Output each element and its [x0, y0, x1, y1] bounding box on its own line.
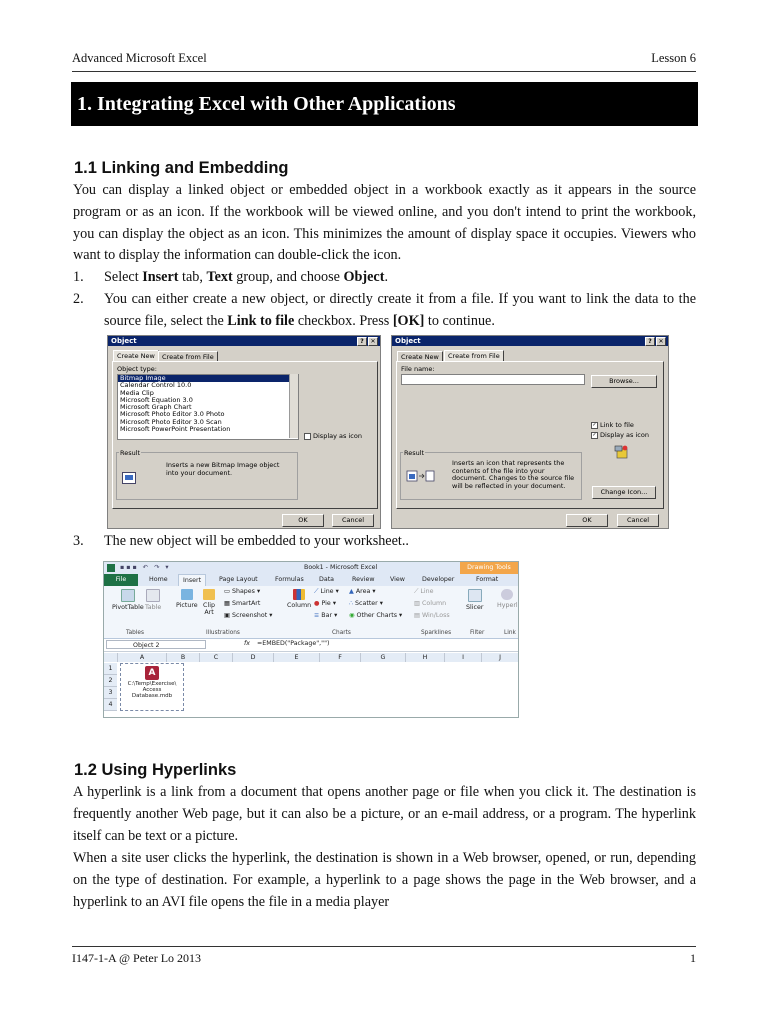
step-3-text: The new object will be embedded to your worksheet..	[104, 533, 409, 549]
chapter-title: 1. Integrating Excel with Other Applications	[71, 82, 698, 126]
clip-art-icon	[203, 589, 215, 600]
column-header[interactable]: I	[445, 653, 482, 662]
result-icon	[122, 472, 136, 484]
column-header[interactable]: D	[233, 653, 274, 662]
ok-button[interactable]: OK	[282, 514, 324, 527]
slicer-button[interactable]: Slicer	[466, 589, 483, 611]
step-1-text: Select Insert tab, Text group, and choose Object.	[104, 269, 388, 285]
row-header[interactable]: 2	[104, 675, 117, 687]
dialog-caption: Object ? ✕	[392, 336, 668, 346]
corner-cell[interactable]	[104, 653, 118, 662]
tab-format[interactable]: Format	[476, 576, 499, 583]
line-chart-button[interactable]: ⟋ Line ▾	[314, 588, 339, 595]
result-label: Result	[404, 449, 425, 457]
list-item[interactable]: Microsoft Photo Editor 3.0 Scan	[120, 417, 222, 426]
excel-window	[103, 561, 519, 718]
file-name-label: File name:	[401, 365, 435, 373]
object-dialog-create-from-file	[391, 335, 669, 529]
list-item[interactable]: Media Clip	[120, 388, 154, 397]
result-text: Inserts an icon that represents the contents of the file into your document. Changes to the source file will be reflected in your document.	[452, 459, 575, 490]
help-button[interactable]: ?	[357, 337, 367, 346]
dialog-caption: Object ? ✕	[108, 336, 380, 346]
column-header[interactable]: F	[320, 653, 361, 662]
group-label-tables: Tables	[126, 630, 145, 636]
link-to-file-checkbox[interactable]: ✓	[592, 421, 597, 428]
group-label-link: Link	[504, 630, 516, 636]
step-3-number: 3.	[73, 533, 84, 549]
step-2-text: You can either create a new object, or directly create it from a file. If you want to link the data to the source file, select the Link to file checkbox. Press [OK] to continue.	[104, 291, 696, 329]
file-name-input[interactable]	[401, 374, 585, 385]
cancel-button[interactable]: Cancel	[617, 514, 659, 527]
scatter-chart-button[interactable]: ∴ Scatter ▾	[349, 600, 383, 607]
help-button[interactable]: ?	[645, 337, 655, 346]
contextual-tab-header: Drawing Tools	[460, 562, 518, 574]
display-as-icon-label: Display as icon	[313, 432, 362, 440]
list-item[interactable]: Microsoft Equation 3.0	[120, 395, 193, 404]
tab-data[interactable]: Data	[319, 576, 335, 583]
group-label-sparklines: Sparklines	[421, 630, 452, 636]
group-label-filter: Filter	[470, 630, 485, 636]
step-1	[73, 267, 696, 289]
tab-review[interactable]: Review	[352, 576, 375, 583]
column-header[interactable]: H	[406, 653, 445, 662]
name-box[interactable]: Object 2	[106, 640, 206, 649]
tab-create-from-file[interactable]: Create from File	[444, 350, 504, 361]
section-1-2-paragraph-2: When a site user clicks the hyperlink, the destination is shown in a Web browser, opened, or run, depending on the type of destination. For example, a hyperlink to a page shows the page in the Web browser, and a hyperlink to an AVI file opens the file in a media player	[73, 850, 696, 910]
hyperlink-icon	[501, 589, 513, 600]
close-icon[interactable]: ✕	[368, 337, 378, 346]
display-as-icon-checkbox[interactable]	[304, 433, 311, 440]
display-as-icon-option[interactable]	[591, 431, 649, 439]
picture-icon	[181, 589, 193, 600]
result-label: Result	[120, 449, 141, 457]
list-item[interactable]: Calendar Control 10.0	[120, 381, 192, 390]
object-label-line-2: Access	[142, 687, 162, 693]
tab-home[interactable]: Home	[149, 576, 168, 583]
column-header[interactable]: C	[200, 653, 233, 662]
change-icon-button[interactable]: Change Icon...	[592, 486, 656, 499]
column-header[interactable]: E	[274, 653, 320, 662]
access-icon: A	[145, 666, 159, 680]
tab-developer[interactable]: Developer	[422, 576, 455, 583]
step-2	[73, 289, 696, 333]
table-icon	[146, 589, 160, 602]
link-to-file-label: Link to file	[600, 421, 634, 429]
pivottable-button[interactable]: PivotTable	[112, 589, 144, 611]
quick-access-toolbar	[104, 562, 518, 574]
step-1-number: 1.	[73, 269, 84, 285]
group-label-charts: Charts	[332, 630, 351, 636]
group-label-illustrations: Illustrations	[206, 630, 240, 636]
ok-button[interactable]: OK	[566, 514, 608, 527]
column-chart-button[interactable]: Column	[287, 589, 311, 609]
sparkline-column-button[interactable]: ▥ Column	[414, 600, 447, 607]
row-header[interactable]: 3	[104, 687, 117, 699]
fx-icon[interactable]: fx	[244, 640, 250, 647]
bar-chart-button[interactable]: ≡ Bar ▾	[314, 612, 338, 619]
sparkline-line-button[interactable]: ⟋ Line	[414, 588, 434, 595]
page-footer	[72, 946, 696, 966]
list-scrollbar[interactable]	[289, 374, 298, 438]
object-type-label: Object type:	[117, 365, 157, 373]
cancel-button[interactable]: Cancel	[332, 514, 374, 527]
close-icon[interactable]: ✕	[656, 337, 666, 346]
tab-create-new[interactable]: Create New	[113, 350, 159, 361]
list-item[interactable]: Microsoft Photo Editor 3.0 Photo	[120, 410, 225, 419]
display-as-icon-label: Display as icon	[600, 431, 649, 439]
excel-logo-icon	[107, 564, 115, 572]
other-charts-button[interactable]: ◉ Other Charts ▾	[349, 612, 403, 619]
step-2-number: 2.	[73, 291, 84, 307]
list-item[interactable]: Microsoft Graph Chart	[120, 403, 192, 412]
column-chart-icon	[293, 589, 305, 600]
package-icon	[614, 444, 630, 460]
tab-create-new[interactable]: Create New	[397, 351, 443, 362]
step-3	[73, 531, 696, 553]
display-as-icon-checkbox[interactable]: ✓	[592, 431, 597, 438]
tab-file[interactable]: File	[104, 574, 138, 586]
footer-left: I147-1-A @ Peter Lo 2013	[72, 951, 202, 965]
list-item[interactable]: Bitmap Image	[118, 375, 298, 382]
formula-input[interactable]: =EMBED("Package","")	[257, 640, 330, 647]
tab-insert[interactable]: Insert	[178, 574, 206, 587]
section-1-1-paragraph: You can display a linked object or embedded object in a workbook exactly as it appears in the source program or as an icon. If the workbook will be viewed online, and you don't intend to print the workbook, you can display the object as an icon. This minimizes the amount of display space it occupies. Viewers who want to display the information can double-click the icon.	[73, 182, 696, 264]
ribbon	[104, 586, 518, 639]
formula-bar	[104, 639, 518, 652]
sparkline-winloss-button[interactable]: ▤ Win/Loss	[414, 612, 450, 619]
page-number: 1	[690, 951, 696, 965]
ribbon-tabs	[104, 574, 518, 586]
shapes-button[interactable]: ▭ Shapes ▾	[224, 588, 261, 595]
slicer-icon	[468, 589, 482, 602]
section-1-2-paragraph-1: A hyperlink is a link from a document that opens another page or file when you click it. The destination is frequently another Web page, but it can also be a picture, or an e-mail address, or a program. The hyperlink itself can be text or a picture.	[73, 784, 696, 844]
object-dialog-create-new	[107, 335, 381, 529]
table-button[interactable]: Table	[145, 589, 161, 611]
section-1-2-title: 1.2 Using Hyperlinks	[74, 761, 237, 779]
object-label-line-3: Database.mdb	[131, 693, 173, 699]
tab-view[interactable]: View	[390, 576, 405, 583]
smartart-button[interactable]: ▦ SmartArt	[224, 600, 261, 607]
column-header[interactable]: B	[167, 653, 200, 662]
object-label-line-1: C:\Temp\Exercise\	[127, 681, 177, 687]
result-text: Inserts a new Bitmap Image object into your document.	[166, 461, 280, 477]
pivottable-icon	[121, 589, 135, 602]
result-icon	[406, 470, 436, 482]
tab-create-from-file[interactable]: Create from File	[158, 351, 218, 362]
row-header[interactable]: 4	[104, 699, 117, 711]
hyperlink-button[interactable]: Hyperl	[497, 589, 518, 609]
list-item[interactable]: Microsoft PowerPoint Presentation	[120, 425, 231, 434]
header-right: Lesson 6	[651, 51, 696, 65]
tab-formulas[interactable]: Formulas	[275, 576, 304, 583]
tab-page-layout[interactable]: Page Layout	[219, 576, 258, 583]
area-chart-button[interactable]: ▲ Area ▾	[349, 588, 376, 595]
embedded-object[interactable]	[120, 663, 184, 711]
screenshot-button[interactable]: ▣ Screenshot ▾	[224, 612, 273, 619]
window-title: Book1 - Microsoft Excel	[304, 564, 378, 571]
column-header[interactable]: A	[118, 653, 167, 662]
link-to-file-option[interactable]	[591, 421, 634, 429]
pie-chart-button[interactable]: ● Pie ▾	[314, 600, 336, 607]
object-type-list[interactable]	[117, 374, 299, 440]
section-1-1-title: 1.1 Linking and Embedding	[74, 159, 289, 177]
qat-icons[interactable]: ▪▪▪ ↶ ↷ ▾	[120, 564, 171, 571]
row-header[interactable]: 1	[104, 663, 117, 675]
header-left: Advanced Microsoft Excel	[72, 51, 207, 65]
browse-button[interactable]: Browse...	[591, 375, 657, 388]
column-header[interactable]: G	[361, 653, 406, 662]
display-as-icon-option[interactable]	[304, 432, 362, 440]
column-header[interactable]: J	[482, 653, 519, 662]
clip-art-button[interactable]: Clip Art	[202, 589, 216, 616]
page-header	[72, 51, 696, 72]
picture-button[interactable]: Picture	[176, 589, 198, 609]
